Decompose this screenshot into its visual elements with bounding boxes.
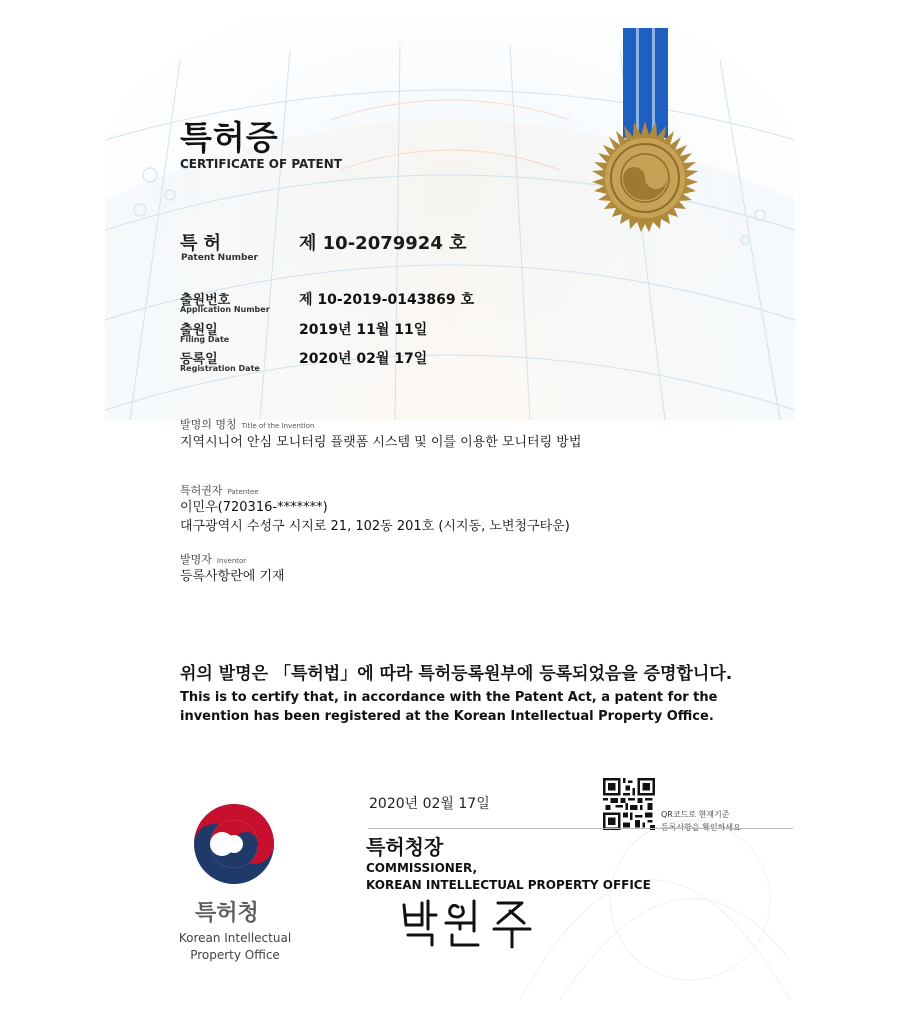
invention-label: 발명의 명칭 xyxy=(180,418,237,431)
qr-note xyxy=(661,808,741,834)
issue-date: 2020년 02월 17일 xyxy=(369,796,490,812)
kipo-name-en-line-1: Korean Intellectual xyxy=(178,931,292,945)
patent-number-label: 특 허 xyxy=(180,233,222,254)
qr-note-line-1: QR코드로 현재기준 xyxy=(661,810,730,819)
statement-en: This is to certify that, in accordance with the Patent Act, a patent for the invention has been registered at the Korean Intellectual Property Office. xyxy=(180,690,718,724)
filing-date-label: 출원일 xyxy=(180,323,218,338)
patentee-label-en: Patentee xyxy=(227,488,259,496)
application-number-label-en: Application Number xyxy=(180,305,270,314)
commissioner-title-en-line-2: KOREAN INTELLECTUAL PROPERTY OFFICE xyxy=(366,878,651,892)
registration-date-label-en: Registration Date xyxy=(180,364,260,373)
certificate-subtitle: CERTIFICATE OF PATENT xyxy=(180,157,342,171)
commissioner-title: 특허청장 xyxy=(366,835,444,859)
kipo-logo-icon xyxy=(190,800,278,888)
filing-date-label-en: Filing Date xyxy=(180,335,230,344)
signature xyxy=(398,895,548,950)
registration-date-value: 2020년 02월 17일 xyxy=(299,351,428,367)
registration-date-label: 등록일 xyxy=(180,352,218,367)
patentee-address: 대구광역시 수성구 시지로 21, 102동 201호 (시지동, 노변청구타운) xyxy=(180,519,570,534)
invention-title: 지역시니어 안심 모니터링 플랫폼 시스템 및 이를 이용한 모니터링 방법 xyxy=(180,435,582,450)
kipo-name-en-line-2: Property Office xyxy=(190,948,280,962)
kipo-name-en xyxy=(165,930,305,964)
patent-number-label-en: Patent Number xyxy=(181,253,258,263)
inventor-text: 등록사항란에 기재 xyxy=(180,569,285,584)
filing-date-value: 2019년 11월 11일 xyxy=(299,322,428,338)
patent-number-value: 제 10-2079924 호 xyxy=(299,233,467,254)
qr-code-icon[interactable] xyxy=(603,778,655,830)
inventor-label-en: Inventor xyxy=(216,557,247,565)
gold-seal-icon xyxy=(560,28,730,268)
kipo-name-ko: 특허청 xyxy=(195,901,259,926)
commissioner-title-en xyxy=(366,860,651,894)
patentee-name: 이민우(720316-*******) xyxy=(180,500,328,515)
inventor-label: 발명자 xyxy=(180,553,212,566)
divider xyxy=(368,828,793,829)
commissioner-title-en-line-1: COMMISSIONER, xyxy=(366,861,478,875)
invention-label-en: Title of the Invention xyxy=(241,422,315,430)
application-number-value: 제 10-2019-0143869 호 xyxy=(299,292,475,308)
certificate-title: 특허증 xyxy=(180,118,279,157)
statement-ko: 위의 발명은 「특허법」에 따라 특허등록원부에 등록되었음을 증명합니다. xyxy=(180,664,733,684)
invention-section-label xyxy=(180,413,314,432)
application-number-label: 출원번호 xyxy=(180,293,231,308)
patentee-label: 특허권자 xyxy=(180,484,223,497)
